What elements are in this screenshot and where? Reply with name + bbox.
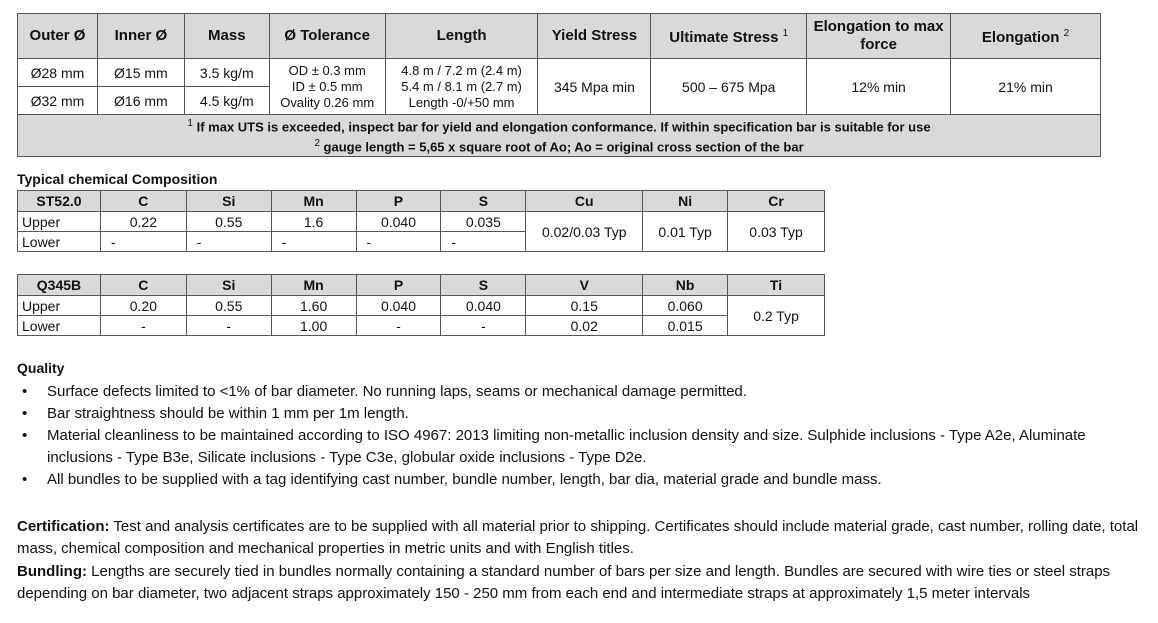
value-cell: 1.00 — [271, 316, 356, 336]
element-header: C — [100, 191, 186, 212]
bullet-icon: • — [22, 405, 28, 422]
tolerance-id: ID ± 0.5 mm — [291, 78, 363, 94]
value-cell: 1.6 — [271, 212, 356, 232]
value-cell: 0.22 — [100, 212, 186, 232]
value-cell: - — [356, 232, 441, 252]
quality-list — [17, 381, 1147, 491]
element-header: Cr — [728, 191, 825, 212]
value-cell: 0.15 — [526, 296, 643, 316]
certification-paragraph — [17, 516, 1142, 560]
yield-stress-cell: 345 Mpa min — [538, 59, 651, 115]
header-outer-diameter: Outer Ø — [18, 14, 98, 59]
ti-cell: 0.2 Typ — [728, 296, 825, 336]
list-item: • Material cleanliness to be maintained according to ISO 4967: 2013 limiting non-metallic inclusion density and size. Sulphide inclusions - Type A2e, Aluminate inclusions - Type B3e, Silicate inclusions - Type C3e, globular oxide inclusions - Type D2e. — [22, 427, 1086, 466]
bundling-paragraph — [17, 561, 1142, 605]
inner-diameter-cell: Ø15 mm — [97, 59, 184, 87]
footnote-2: $^2$ gauge length = 5,65 x square root of Ao; Ao = original cross section of the bar — [314, 138, 804, 155]
footnotes — [18, 115, 1101, 157]
tolerance-cell — [269, 59, 385, 115]
lower-label: Lower — [18, 316, 101, 336]
bullet-icon: • — [22, 471, 28, 488]
ni-cell: 0.01 Typ — [643, 212, 728, 252]
header-ultimate-stress: Ultimate Stress $^1$ — [651, 14, 807, 59]
bundling-label: Bundling: — [17, 563, 87, 580]
element-header: C — [100, 275, 186, 296]
element-header: S — [441, 275, 526, 296]
grade-header: Q345B — [18, 275, 101, 296]
specification-table — [17, 13, 1101, 157]
element-header: Mn — [271, 275, 356, 296]
q345b-composition-table — [17, 274, 825, 336]
footnote-1: $^1$ If max UTS is exceeded, inspect bar for yield and elongation conformance. If within specification bar is suitable for use — [187, 118, 931, 135]
length-tolerance: Length -0/+50 mm — [408, 94, 515, 110]
header-elongation-max-force: Elongation to max force — [807, 14, 951, 59]
value-cell: 0.55 — [186, 296, 271, 316]
elongation-cell: 21% min — [951, 59, 1101, 115]
table-row — [18, 212, 825, 232]
value-cell: - — [441, 316, 526, 336]
tolerance-od: OD ± 0.3 mm — [288, 62, 366, 78]
bullet-icon: • — [22, 427, 28, 444]
lower-label: Lower — [18, 232, 101, 252]
element-header: S — [441, 191, 526, 212]
value-cell: 0.015 — [643, 316, 728, 336]
outer-diameter-cell: Ø32 mm — [18, 87, 98, 115]
element-header: Cu — [526, 191, 643, 212]
element-header: Si — [186, 275, 271, 296]
header-tolerance: Ø Tolerance — [269, 14, 385, 59]
length-28: 4.8 m / 7.2 m (2.4 m) — [401, 62, 522, 78]
value-cell: 0.55 — [186, 212, 271, 232]
element-header: V — [526, 275, 643, 296]
header-length: Length — [385, 14, 538, 59]
table-row — [18, 296, 825, 316]
value-cell: 0.040 — [356, 296, 441, 316]
element-header: P — [356, 275, 441, 296]
grade-header: ST52.0 — [18, 191, 101, 212]
value-cell: - — [100, 232, 186, 252]
cr-cell: 0.03 Typ — [728, 212, 825, 252]
mass-cell: 3.5 kg/m — [184, 59, 269, 87]
element-header: Ni — [643, 191, 728, 212]
value-cell: - — [441, 232, 526, 252]
chemical-composition-title: Typical chemical Composition — [17, 171, 218, 187]
upper-label: Upper — [18, 212, 101, 232]
mass-cell: 4.5 kg/m — [184, 87, 269, 115]
value-cell: 0.20 — [100, 296, 186, 316]
value-cell: - — [186, 232, 271, 252]
value-cell: 1.60 — [271, 296, 356, 316]
value-cell: 0.02 — [526, 316, 643, 336]
element-header: Nb — [643, 275, 728, 296]
header-elongation: Elongation $^2$ — [951, 14, 1101, 59]
table-row — [18, 59, 1101, 87]
bundling-text: Lengths are securely tied in bundles normally containing a standard number of bars per size and length. Bundles are secured with wire ties or steel straps depending on bar diameter, two adjacent straps approximately 150 - 250 mm from each end and intermediate straps at approximately 1,5 meter intervals — [17, 563, 1111, 602]
bullet-icon: • — [22, 383, 28, 400]
element-header: Mn — [271, 191, 356, 212]
value-cell: - — [356, 316, 441, 336]
element-header: Si — [186, 191, 271, 212]
certification-text: Test and analysis certificates are to be supplied with all material prior to shipping. Certificates should include material grade, cast number, rolling date, total mass, chemical composition and mechanical properties in metric units and with English titles. — [17, 518, 1139, 557]
value-cell: 0.040 — [356, 212, 441, 232]
header-mass: Mass — [184, 14, 269, 59]
value-cell: 0.035 — [441, 212, 526, 232]
value-cell: 0.060 — [643, 296, 728, 316]
element-header: Ti — [728, 275, 825, 296]
cu-cell: 0.02/0.03 Typ — [526, 212, 643, 252]
length-cell — [385, 59, 538, 115]
elongation-max-force-cell: 12% min — [807, 59, 951, 115]
list-item: • All bundles to be supplied with a tag identifying cast number, bundle number, length, bar dia, material grade and bundle mass. — [17, 469, 1147, 491]
list-item: • Surface defects limited to <1% of bar diameter. No running laps, seams or mechanical damage permitted. — [17, 381, 1147, 403]
value-cell: - — [100, 316, 186, 336]
value-cell: - — [186, 316, 271, 336]
value-cell: - — [271, 232, 356, 252]
certification-label: Certification: — [17, 518, 110, 535]
length-32: 5.4 m / 8.1 m (2.7 m) — [401, 78, 522, 94]
header-inner-diameter: Inner Ø — [97, 14, 184, 59]
st52-composition-table — [17, 190, 825, 252]
ultimate-stress-cell: 500 – 675 Mpa — [651, 59, 807, 115]
list-item: • Bar straightness should be within 1 mm per 1m length. — [17, 403, 1147, 425]
element-header: P — [356, 191, 441, 212]
quality-title: Quality — [17, 360, 65, 376]
value-cell: 0.040 — [441, 296, 526, 316]
table-row — [18, 316, 825, 336]
tolerance-ovality: Ovality 0.26 mm — [280, 94, 375, 110]
outer-diameter-cell: Ø28 mm — [18, 59, 98, 87]
header-yield-stress: Yield Stress — [538, 14, 651, 59]
inner-diameter-cell: Ø16 mm — [97, 87, 184, 115]
upper-label: Upper — [18, 296, 101, 316]
